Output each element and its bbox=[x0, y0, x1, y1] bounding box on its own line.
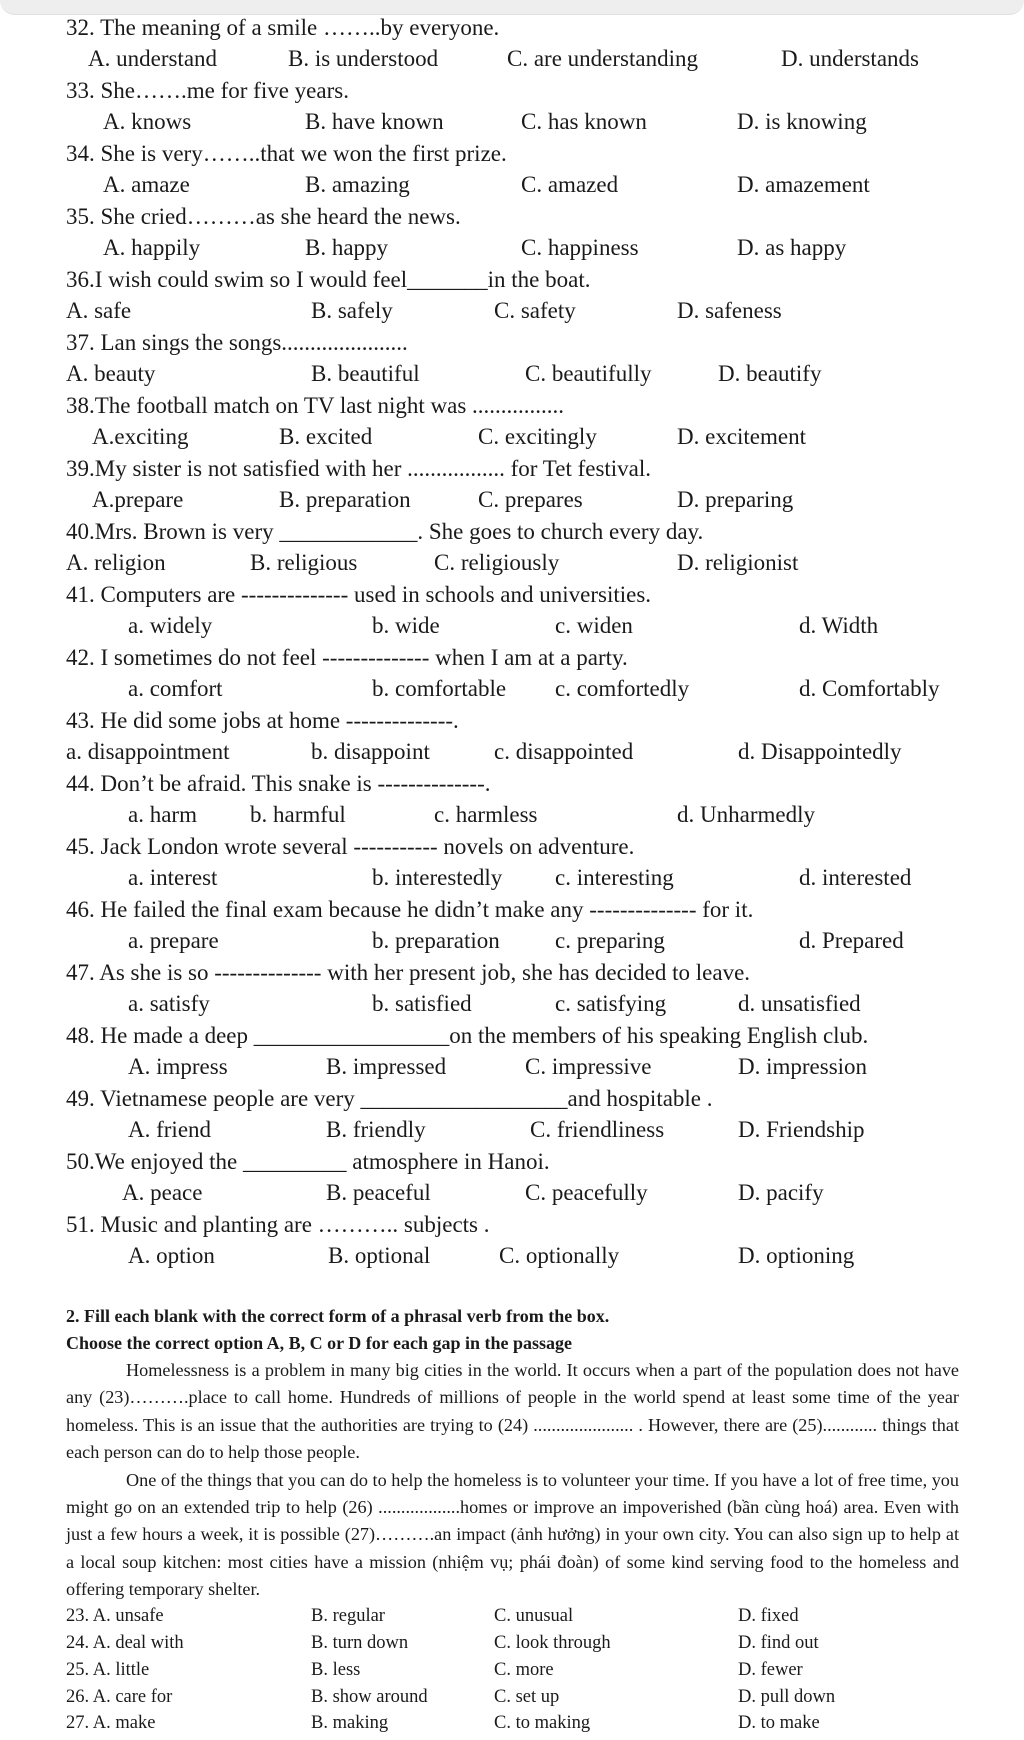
option: A. beauty bbox=[66, 361, 156, 386]
option: D. impression bbox=[738, 1054, 868, 1079]
option: D. optioning bbox=[738, 1243, 855, 1268]
option: b. comfortable bbox=[372, 676, 507, 701]
question-stem: 43. He did some jobs at home --------------. bbox=[66, 708, 459, 733]
option: B. impressed bbox=[326, 1054, 447, 1079]
option: 24. A. deal with bbox=[66, 1633, 184, 1653]
option: c. preparing bbox=[555, 928, 665, 953]
option: A. safe bbox=[66, 298, 132, 323]
option: C. look through bbox=[494, 1633, 611, 1653]
question-options bbox=[0, 298, 1024, 329]
question-stem: 38.The football match on TV last night was ................ bbox=[66, 393, 565, 418]
answer-row bbox=[0, 1713, 1024, 1740]
question-stem: 41. Computers are -------------- used in schools and universities. bbox=[66, 582, 652, 607]
option: C. optionally bbox=[499, 1243, 620, 1268]
section-heading: 2. Fill each blank with the correct form of a phrasal verb from the box. bbox=[66, 1306, 610, 1326]
option: D. to make bbox=[738, 1713, 820, 1733]
option: 25. A. little bbox=[66, 1660, 150, 1680]
option: B. excited bbox=[279, 424, 373, 449]
option: a. harm bbox=[128, 802, 197, 827]
option: B. peaceful bbox=[326, 1180, 431, 1205]
option: A. peace bbox=[122, 1180, 203, 1205]
question-options bbox=[0, 865, 1024, 896]
option: d. Comfortably bbox=[799, 676, 940, 701]
option: c. harmless bbox=[434, 802, 538, 827]
option: C. set up bbox=[494, 1687, 560, 1707]
option: D. fixed bbox=[738, 1606, 799, 1626]
option: d. Unharmedly bbox=[677, 802, 815, 827]
question-options bbox=[0, 991, 1024, 1022]
option: a. interest bbox=[128, 865, 218, 890]
option: D. pacify bbox=[738, 1180, 824, 1205]
option: B. religious bbox=[250, 550, 358, 575]
option: A. happily bbox=[103, 235, 201, 260]
option: c. disappointed bbox=[494, 739, 634, 764]
option: B. optional bbox=[328, 1243, 431, 1268]
question-stem: 45. Jack London wrote several ----------- novels on adventure. bbox=[66, 834, 635, 859]
option: C. friendliness bbox=[530, 1117, 665, 1142]
option: B. beautiful bbox=[311, 361, 420, 386]
question-stem: 51. Music and planting are ……….. subjects . bbox=[66, 1212, 490, 1237]
option: B. turn down bbox=[311, 1633, 409, 1653]
section-instruction: Choose the correct option A, B, C or D for each gap in the passage bbox=[66, 1333, 572, 1353]
option: D. pull down bbox=[738, 1687, 836, 1707]
question-options bbox=[0, 424, 1024, 455]
passage-paragraph: Homelessness is a problem in many big cities in the world. It occurs when a part of the population does not have any (23)……….place to call home. Hundreds of millions of people in the world spend at least some time of the year homeless. This is an issue that the authorities are trying to (24) ...................... . However, there are (25)............ things that each person can do to help those people. bbox=[66, 1360, 959, 1463]
question-stem: 47. As she is so -------------- with her present job, she has decided to leave. bbox=[66, 960, 751, 985]
option: C. has known bbox=[521, 109, 647, 134]
option: D. fewer bbox=[738, 1660, 803, 1680]
question-stem: 49. Vietnamese people are very __________________and hospitable . bbox=[66, 1086, 713, 1111]
question-options bbox=[0, 1243, 1024, 1274]
option: a. prepare bbox=[128, 928, 219, 953]
answer-row bbox=[0, 1687, 1024, 1714]
option: c. comfortedly bbox=[555, 676, 690, 701]
option: C. religiously bbox=[434, 550, 560, 575]
option: A. amaze bbox=[103, 172, 190, 197]
option: b. interestedly bbox=[372, 865, 503, 890]
option: 26. A. care for bbox=[66, 1687, 173, 1707]
option: B. less bbox=[311, 1660, 361, 1680]
question-stem: 42. I sometimes do not feel -------------- when I am at a party. bbox=[66, 645, 628, 670]
option: A. knows bbox=[103, 109, 192, 134]
option: D. is knowing bbox=[737, 109, 867, 134]
passage-paragraph: One of the things that you can do to help the homeless is to volunteer your time. If you have a lot of free time, you might go on an extended trip to help (26) ..................homes or improve an impoverished (bần cùng hoá) area. Even with just a few hours a week, it is possible (27)……….an impact (ảnh hưởng) in your own city. You can also sign up to help at a local soup kitchen: most cities have a mission (nhiệm vụ; phái đoàn) of some kind serving food to the homeless and offering temporary shelter. bbox=[66, 1469, 959, 1600]
option: b. preparation bbox=[372, 928, 500, 953]
question-options bbox=[0, 613, 1024, 644]
option: C. are understanding bbox=[507, 46, 698, 71]
option: d. Prepared bbox=[799, 928, 904, 953]
option: a. widely bbox=[128, 613, 213, 638]
question-stem: 37. Lan sings the songs...................... bbox=[66, 330, 408, 355]
option: C. impressive bbox=[525, 1054, 652, 1079]
option: A. option bbox=[128, 1243, 215, 1268]
option: D. religionist bbox=[677, 550, 799, 575]
option: 23. A. unsafe bbox=[66, 1606, 164, 1626]
option: B. safely bbox=[311, 298, 393, 323]
option: B. making bbox=[311, 1713, 389, 1733]
option: C. happiness bbox=[521, 235, 639, 260]
option: 27. A. make bbox=[66, 1713, 156, 1733]
option: A.prepare bbox=[92, 487, 184, 512]
option: d. Width bbox=[799, 613, 879, 638]
option: B. friendly bbox=[326, 1117, 426, 1142]
option: C. peacefully bbox=[525, 1180, 648, 1205]
question-options bbox=[0, 1117, 1024, 1148]
option: c. interesting bbox=[555, 865, 674, 890]
question-options bbox=[0, 802, 1024, 833]
question-options bbox=[0, 46, 1024, 77]
option: b. wide bbox=[372, 613, 440, 638]
answer-row bbox=[0, 1606, 1024, 1633]
question-stem: 36.I wish could swim so I would feel_______in the boat. bbox=[66, 267, 591, 292]
question-options bbox=[0, 928, 1024, 959]
option: b. disappoint bbox=[311, 739, 430, 764]
option: d. interested bbox=[799, 865, 912, 890]
question-options bbox=[0, 361, 1024, 392]
option: D. safeness bbox=[677, 298, 782, 323]
question-stem: 40.Mrs. Brown is very ____________. She goes to church every day. bbox=[66, 519, 704, 544]
option: A. understand bbox=[88, 46, 218, 71]
question-stem: 39.My sister is not satisfied with her ................. for Tet festival. bbox=[66, 456, 652, 481]
option: b. harmful bbox=[250, 802, 346, 827]
option: D. amazement bbox=[737, 172, 870, 197]
question-stem: 44. Don’t be afraid. This snake is --------------. bbox=[66, 771, 491, 796]
question-options bbox=[0, 1180, 1024, 1211]
question-stem: 35. She cried………as she heard the news. bbox=[66, 204, 461, 229]
option: d. Disappointedly bbox=[738, 739, 902, 764]
option: C. to making bbox=[494, 1713, 591, 1733]
question-stem: 46. He failed the final exam because he didn’t make any -------------- for it. bbox=[66, 897, 754, 922]
question-stem: 33. She…….me for five years. bbox=[66, 78, 349, 103]
option: D. preparing bbox=[677, 487, 794, 512]
option: D. understands bbox=[781, 46, 919, 71]
question-stem: 48. He made a deep _________________on the members of his speaking English club. bbox=[66, 1023, 869, 1048]
option: C. prepares bbox=[478, 487, 583, 512]
question-options bbox=[0, 550, 1024, 581]
question-stem: 32. The meaning of a smile ……..by everyone. bbox=[66, 15, 500, 40]
question-options bbox=[0, 109, 1024, 140]
option: C. more bbox=[494, 1660, 554, 1680]
option: b. satisfied bbox=[372, 991, 472, 1016]
option: D. find out bbox=[738, 1633, 819, 1653]
option: B. amazing bbox=[305, 172, 410, 197]
option: A.exciting bbox=[92, 424, 189, 449]
question-options bbox=[0, 739, 1024, 770]
question-options bbox=[0, 172, 1024, 203]
option: D. as happy bbox=[737, 235, 847, 260]
option: D. Friendship bbox=[738, 1117, 865, 1142]
question-options bbox=[0, 1054, 1024, 1085]
option: B. preparation bbox=[279, 487, 411, 512]
option: c. widen bbox=[555, 613, 633, 638]
option: D. beautify bbox=[718, 361, 822, 386]
passage bbox=[66, 1357, 959, 1604]
option: B. regular bbox=[311, 1606, 385, 1626]
answer-row bbox=[0, 1660, 1024, 1687]
option: C. excitingly bbox=[478, 424, 597, 449]
question-stem: 34. She is very……..that we won the first prize. bbox=[66, 141, 507, 166]
option: B. show around bbox=[311, 1687, 428, 1707]
option: a. comfort bbox=[128, 676, 223, 701]
option: d. unsatisfied bbox=[738, 991, 861, 1016]
question-stem: 50.We enjoyed the _________ atmosphere in Hanoi. bbox=[66, 1149, 550, 1174]
option: C. beautifully bbox=[525, 361, 652, 386]
question-options bbox=[0, 487, 1024, 518]
option: C. unusual bbox=[494, 1606, 574, 1626]
question-options bbox=[0, 235, 1024, 266]
option: A. friend bbox=[128, 1117, 212, 1142]
option: c. satisfying bbox=[555, 991, 667, 1016]
option: a. disappointment bbox=[66, 739, 230, 764]
question-options bbox=[0, 676, 1024, 707]
option: a. satisfy bbox=[128, 991, 210, 1016]
option: B. is understood bbox=[288, 46, 439, 71]
option: C. amazed bbox=[521, 172, 619, 197]
option: B. happy bbox=[305, 235, 389, 260]
option: B. have known bbox=[305, 109, 444, 134]
option: A. impress bbox=[128, 1054, 228, 1079]
option: D. excitement bbox=[677, 424, 807, 449]
option: A. religion bbox=[66, 550, 166, 575]
option: C. safety bbox=[494, 298, 576, 323]
answer-row bbox=[0, 1633, 1024, 1660]
